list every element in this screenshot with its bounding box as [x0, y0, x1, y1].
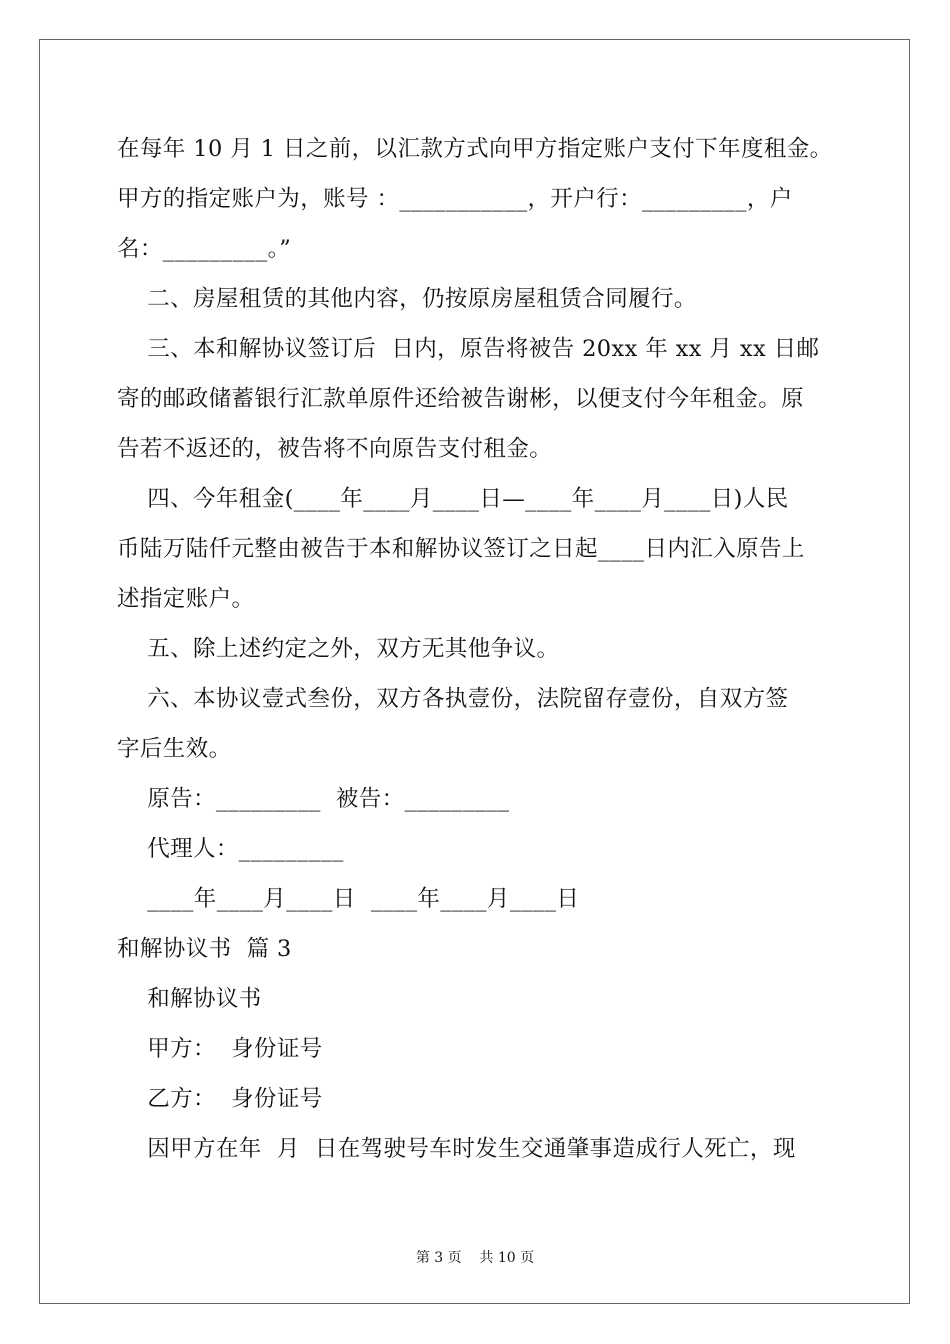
text-line: 述指定账户。: [117, 586, 255, 612]
text-line: ____年____月____日 ____年____月____日: [117, 886, 580, 912]
document-title: 和解协议书: [117, 986, 262, 1012]
section-heading: 和解协议书 篇 3: [117, 936, 292, 962]
page-border: [39, 39, 910, 1304]
text-line: 五、除上述约定之外，双方无其他争议。: [117, 636, 560, 662]
page-number-footer: 第 3 页 共 10 页: [415, 1250, 535, 1266]
text-line: 甲方的指定账户为，账号 ：___________，开户行：_________，户: [117, 186, 793, 212]
text-line: 寄的邮政储蓄银行汇款单原件还给被告谢彬，以便支付今年租金。原: [117, 386, 805, 412]
text-line: 乙方： 身份证号: [117, 1086, 323, 1112]
text-line: 甲方： 身份证号: [117, 1036, 323, 1062]
text-line: 因甲方在年 月 日在驾驶号车时发生交通肇事造成行人死亡，现: [117, 1136, 796, 1162]
text-line: 字后生效。: [117, 736, 232, 762]
text-line: 三、本和解协议签订后 日内，原告将被告 20xx 年 xx 月 xx 日邮: [117, 336, 820, 362]
text-line: 原告：_________ 被告：_________: [117, 786, 510, 812]
text-line: 代理人：_________: [117, 836, 344, 862]
text-line: 告若不返还的，被告将不向原告支付租金。: [117, 436, 553, 462]
text-line: 二、房屋租赁的其他内容，仍按原房屋租赁合同履行。: [117, 286, 697, 312]
text-line: 在每年 10 月 1 日之前，以汇款方式向甲方指定账户支付下年度租金。: [117, 136, 833, 162]
text-line: 名：_________。”: [117, 236, 292, 262]
text-line: 六、本协议壹式叁份，双方各执壹份，法院留存壹份，自双方签: [117, 686, 789, 712]
text-line: 币陆万陆仟元整由被告于本和解协议签订之日起____日内汇入原告上: [117, 536, 805, 562]
text-line: 四、今年租金(____年____月____日—____年____月____日)人民: [117, 486, 789, 512]
